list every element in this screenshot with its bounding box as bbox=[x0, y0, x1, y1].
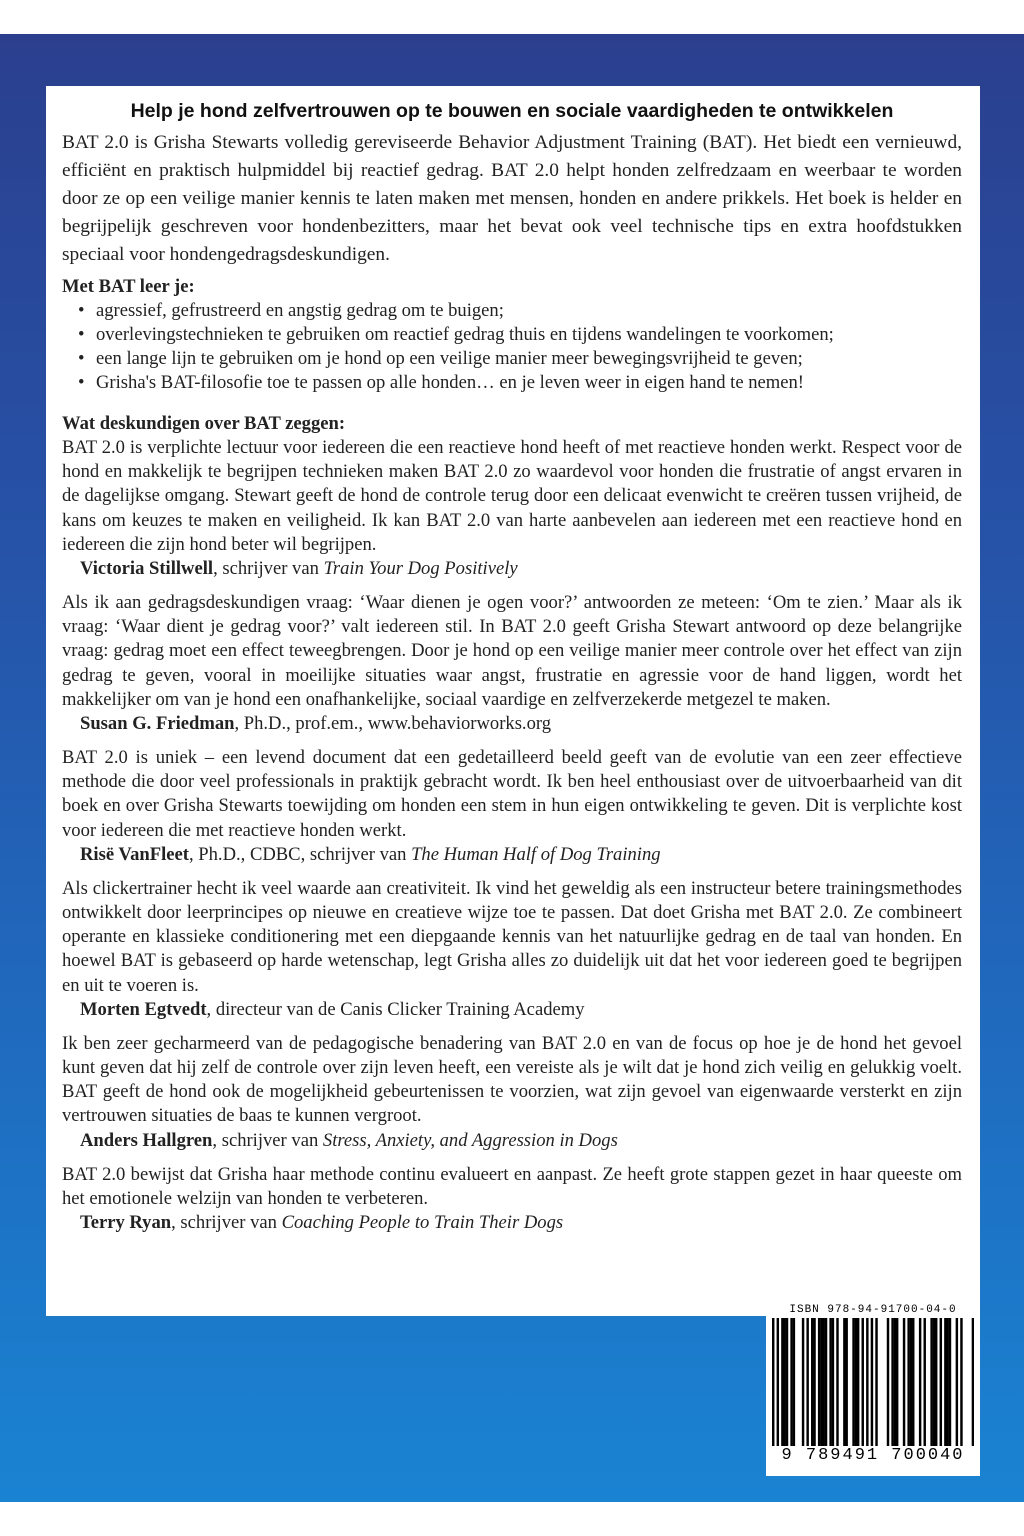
quote-block bbox=[62, 1032, 962, 1153]
quote-block bbox=[62, 746, 962, 867]
barcode-bar bbox=[829, 1318, 831, 1446]
barcode-bar bbox=[820, 1318, 822, 1446]
author-role: , Ph.D., CDBC, schrijver van bbox=[188, 843, 412, 865]
author-name: Morten Egtvedt bbox=[80, 998, 207, 1020]
quote-attribution bbox=[62, 998, 962, 1022]
barcode-bar bbox=[866, 1318, 868, 1446]
barcode-bar bbox=[855, 1318, 857, 1446]
quote-text: Als ik aan gedragsdeskundigen vraag: ‘Waar dienen je ogen voor?’ antwoorden ze meteen: ‘Om te zien.’ Maar als ik vraag: ‘Waar dient je gedrag voor?’ valt iedereen stil. In BAT 2.0 geeft Grisha Stewart antwoord op deze belangrijke vraag: gedrag moet een effect teweegbrengen. Door je hond op een veilige manier meer controle over het effect van zijn gedrag te geven, vooral in moeilijke situaties waar angst, frustratie en agressie voor de hand liggen, wordt het makkelijker om van je hond een onafhankelijke, sociaal vaardige en zelfverzekerde metgezel te maken. bbox=[62, 592, 962, 710]
author-name: Susan G. Friedman bbox=[80, 713, 235, 735]
barcode-bar bbox=[802, 1318, 804, 1446]
barcode-bar bbox=[903, 1318, 905, 1446]
barcode-bar bbox=[825, 1318, 827, 1446]
barcode-bar bbox=[956, 1318, 958, 1446]
barcode-bar bbox=[783, 1318, 785, 1446]
barcode-bar bbox=[935, 1318, 937, 1446]
barcode-bar bbox=[862, 1318, 864, 1446]
quote-text: Ik ben zeer gecharmeerd van de pedagogische benadering van BAT 2.0 en van de focus op hoe je de hond het gevoel kunt geven dat hij zelf de controle over zijn leven heeft, een vereiste als je wilt dat je hond zich veilig en gelukkig voelt. BAT geeft de hond ook de mogelijkheid gebeurtenissen te voorzien, wat zijn gevoel van eigenwaarde versterkt en zijn vertrouwen situaties de baas te kunnen vergroot. bbox=[62, 1032, 962, 1127]
barcode-bar bbox=[944, 1318, 946, 1446]
barcode-bar bbox=[875, 1318, 877, 1446]
barcode-bar bbox=[933, 1318, 935, 1446]
headline: Help je hond zelfvertrouwen op te bouwen en sociale vaardigheden te ontwikkelen bbox=[130, 100, 894, 122]
barcode-bar bbox=[910, 1318, 912, 1446]
author-name: Anders Hallgren bbox=[80, 1129, 213, 1151]
barcode-bar bbox=[772, 1318, 774, 1446]
quote-text: Als clickertrainer hecht ik veel waarde aan creativiteit. Ik vind het geweldig als een instructeur betere trainingsmethodes ontwikkelt door leerprincipes op nieuwe en creatieve wijze toe te passen. Dat doet Grisha met BAT 2.0. Ze combineert operante en klassieke conditionering met een diepgaande kennis van het natuurlijke gedrag en de taal van honden. En hoewel BAT is gebaseerd op harde wetenschap, legt Grisha alles zo duidelijk uit dat het voor iedereen goed te begrijpen en uit te voeren is. bbox=[62, 877, 962, 996]
barcode-bar bbox=[806, 1318, 808, 1446]
quote-block bbox=[62, 436, 962, 581]
quote-block bbox=[62, 1163, 962, 1235]
isbn-digits: 9 789491 700040 bbox=[781, 1446, 965, 1465]
author-work: Train Your Dog Positively bbox=[323, 558, 518, 580]
barcode-bar bbox=[845, 1318, 847, 1446]
barcode-bar bbox=[907, 1318, 909, 1446]
barcode-bar bbox=[823, 1318, 825, 1446]
author-role: , Ph.D., prof.em., www.behaviorworks.org bbox=[234, 713, 552, 735]
author-role: , directeur van de Canis Clicker Training Academy bbox=[206, 998, 585, 1020]
barcode-bar bbox=[946, 1318, 948, 1446]
list-item: • overlevingstechnieken te gebruiken om reactief gedrag thuis en tijdens wandelingen te voorkomen; bbox=[62, 323, 962, 347]
barcode-bar bbox=[843, 1318, 845, 1446]
book-back-cover bbox=[0, 34, 1024, 1502]
barcode-bar bbox=[852, 1318, 854, 1446]
barcode-bar bbox=[924, 1318, 926, 1446]
quote-text: BAT 2.0 bewijst dat Grisha haar methode continu evalueert en aanpast. Ze heeft grote stappen gezet in haar queeste om het emotionele welzijn van honden te verbeteren. bbox=[62, 1163, 962, 1209]
barcode-bar bbox=[960, 1318, 962, 1446]
barcode-bar bbox=[786, 1318, 788, 1446]
barcode-bar bbox=[813, 1318, 815, 1446]
barcode-bar bbox=[777, 1318, 779, 1446]
barcode-bar bbox=[790, 1318, 792, 1446]
barcode-bar bbox=[912, 1318, 914, 1446]
barcode-bar bbox=[940, 1318, 942, 1446]
barcode-bar bbox=[887, 1318, 889, 1446]
barcode-bar bbox=[949, 1318, 951, 1446]
barcode-bar bbox=[857, 1318, 859, 1446]
author-role: , schrijver van bbox=[171, 1212, 282, 1234]
author-work: The Human Half of Dog Training bbox=[411, 843, 661, 865]
barcode-bar bbox=[781, 1318, 783, 1446]
text-panel bbox=[46, 86, 980, 1316]
quote-block bbox=[62, 591, 962, 736]
list-item: • agressief, gefrustreerd en angstig gedrag om te buigen; bbox=[62, 299, 962, 323]
quote-attribution bbox=[62, 843, 962, 867]
author-work: Stress, Anxiety, and Aggression in Dogs bbox=[322, 1129, 618, 1151]
isbn-barcode bbox=[766, 1300, 980, 1476]
author-name: Terry Ryan bbox=[80, 1212, 172, 1234]
learn-list bbox=[62, 299, 962, 395]
barcode-bars bbox=[772, 1318, 974, 1446]
author-name: Risë VanFleet bbox=[80, 843, 189, 865]
author-work: Coaching People to Train Their Dogs bbox=[281, 1212, 564, 1234]
author-name: Victoria Stillwell bbox=[80, 558, 214, 580]
quote-text: BAT 2.0 is verplichte lectuur voor iedereen die een reactieve hond heeft of met reactieve honden werkt. Respect voor de hond en makkelijk te begrijpen technieken maken BAT 2.0 zo waardevol voor honden die frustratie of angst ervaren in de dagelijkse omgang. Stewart geeft de hond de controle terug door een delicaat evenwicht te creëren tussen vrijheid, de kans om keuzes te maken en veiligheid. Ik kan BAT 2.0 van harte aanbevelen aan iedereen met een reactieve hond en iedereen die zijn hond beter wil begrijpen. bbox=[62, 437, 962, 555]
isbn-label: ISBN 978-94-91700-04-0 bbox=[789, 1304, 957, 1316]
barcode-bar bbox=[871, 1318, 873, 1446]
learn-heading: Met BAT leer je: bbox=[62, 276, 195, 297]
list-item: • een lange lijn te gebruiken om je hond op een veilige manier meer bewegingsvrijheid te geven; bbox=[62, 347, 962, 371]
barcode-bar bbox=[836, 1318, 838, 1446]
quote-text: BAT 2.0 is uniek – een levend document dat een gedetailleerd beeld geeft van de evolutie van een zeer effectieve methode die door veel professionals in praktijk gebracht wordt. Ik ben heel enthousiast over de uitvoerbaarheid van dit boek en over Grisha Stewarts toewijding om honden een stem in hun eigen ontwikkeling te geven. Dit is verplichte kost voor iedereen die met reactieve honden werkt. bbox=[62, 747, 962, 841]
quote-attribution bbox=[62, 712, 962, 736]
quote-attribution bbox=[62, 557, 962, 581]
barcode-bar bbox=[919, 1318, 921, 1446]
barcode-bar bbox=[930, 1318, 932, 1446]
barcode-bar bbox=[811, 1318, 813, 1446]
experts-heading: Wat deskundigen over BAT zeggen: bbox=[62, 413, 346, 434]
barcode-bar bbox=[891, 1318, 893, 1446]
quote-attribution bbox=[62, 1129, 962, 1153]
barcode-bar bbox=[818, 1318, 820, 1446]
barcode-bar bbox=[972, 1318, 974, 1446]
barcode-bar bbox=[894, 1318, 896, 1446]
quote-attribution bbox=[62, 1211, 962, 1235]
intro-paragraph: BAT 2.0 is Grisha Stewarts volledig gereviseerde Behavior Adjustment Training (BAT). Het biedt een vernieuwd, efficiënt en praktisch hulpmiddel bij reactief gedrag. BAT 2.0 helpt honden zelfredzaam en weerbaar te worden door ze op een veilige manier kennis te laten maken met mensen, honden en andere prikkels. Het boek is helder en begrijpelijk geschreven voor hondenbezitters, maar het bevat ook veel technische tips en extra hoofdstukken speciaal voor hondengedragsdeskundigen. bbox=[62, 132, 962, 265]
barcode-bar bbox=[793, 1318, 795, 1446]
barcode-bar bbox=[832, 1318, 834, 1446]
barcode-bar bbox=[896, 1318, 898, 1446]
quote-block bbox=[62, 877, 962, 1022]
author-role: , schrijver van bbox=[212, 1129, 323, 1151]
author-role: , schrijver van bbox=[213, 558, 324, 580]
list-item: • Grisha's BAT-filosofie toe te passen op alle honden… en je leven weer in eigen hand te nemen! bbox=[62, 371, 962, 395]
